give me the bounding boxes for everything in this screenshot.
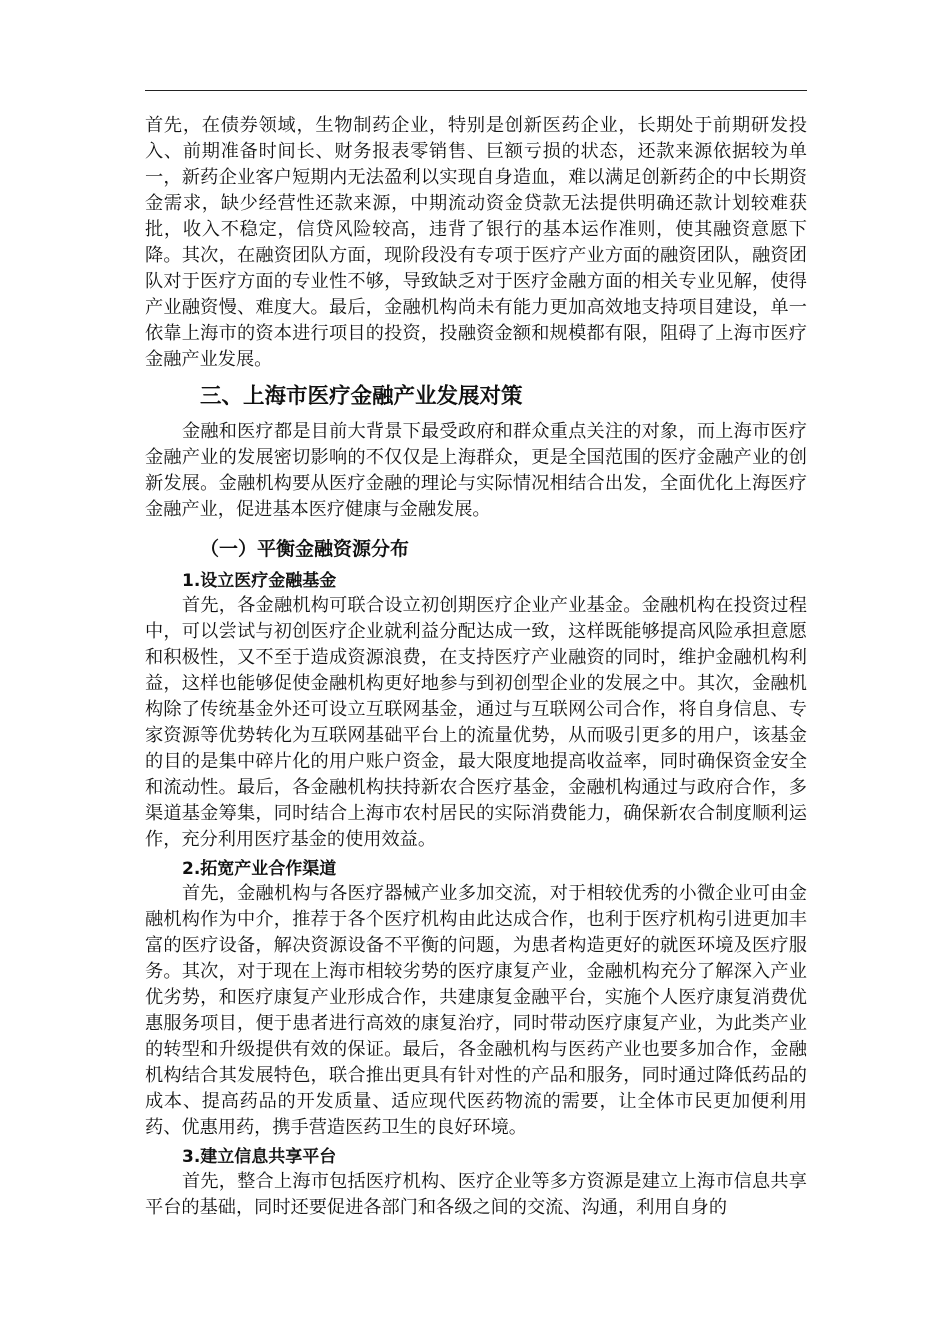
item2-paragraph: 首先，金融机构与各医疗器械产业多加交流，对于相较优秀的小微企业可由金融机构作为中介，推荐于各个医疗机构由此达成合作，也利于医疗机构引进更加丰富的医疗设备，解决资源设备不平衡的问题，为患者构造更好的就医环境及医疗服务。其次，对于现在上海市相较劣势的医疗康复产业，金融机构充分了解深入产业优劣势，和医疗康复产业形成合作，共建康复金融平台，实施个人医疗康复消费优惠服务项目，便于患者进行高效的康复治疗，同时带动医疗康复产业，为此类产业的转型和升级提供有效的保证。最后，各金融机构与医药产业也要多加合作，金融机构结合其发展特色，联合推出更具有针对性的产品和服务，同时通过降低药品的成本、提高药品的开发质量、适应现代医药物流的需要，让全体市民更加便利用药、优惠用药，携手营造医药卫生的良好环境。 bbox=[145, 883, 807, 1138]
item1-heading: 1.设立医疗金融基金 bbox=[182, 571, 337, 591]
item1-paragraph: 首先，各金融机构可联合设立初创期医疗企业产业基金。金融机构在投资过程中，可以尝试与初创医疗企业就利益分配达成一致，这样既能够提高风险承担意愿和积极性，又不至于造成资源浪费，在支持医疗产业融资的同时，维护金融机构利益，这样也能够促使金融机构更好地参与到初创型企业的发展之中。其次，金融机构除了传统基金外还可设立互联网基金，通过与互联网公司合作，将自身信息、专家资源等优势转化为互联网基础平台上的流量优势，从而吸引更多的用户，该基金的目的是集中碎片化的用户账户资金，最大限度地提高收益率，同时确保资金安全和流动性。最后，各金融机构扶持新农合医疗基金，金融机构通过与政府合作，多渠道基金筹集，同时结合上海市农村居民的实际消费能力，确保新农合制度顺利运作，充分利用医疗基金的使用效益。 bbox=[145, 595, 807, 850]
intro-paragraph: 首先，在债券领域，生物制药企业，特别是创新医药企业，长期处于前期研发投入、前期准备时间长、财务报表零销售、巨额亏损的状态，还款来源依据较为单一，新药企业客户短期内无法盈利以实现自身造血，难以满足创新药企的中长期资金需求，缺少经营性还款来源，中期流动资金贷款无法提供明确还款计划较难获批，收入不稳定，信贷风险较高，违背了银行的基本运作准则，使其融资意愿下降。其次，在融资团队方面，现阶段没有专项于医疗产业方面的融资团队，融资团队对于医疗方面的专业性不够，导致缺乏对于医疗金融方面的相关专业见解，使得产业融资慢、难度大。最后，金融机构尚未有能力更加高效地支持项目建设，单一依靠上海市的资本进行项目的投资，投融资金额和规模都有限，阻碍了上海市医疗金融产业发展。 bbox=[145, 115, 807, 370]
item2-heading: 2.拓宽产业合作渠道 bbox=[182, 859, 337, 879]
item3-heading: 3.建立信息共享平台 bbox=[182, 1147, 337, 1167]
document-body bbox=[145, 113, 807, 1221]
section-intro-paragraph: 金融和医疗都是目前大背景下最受政府和群众重点关注的对象，而上海市医疗金融产业的发展密切影响的不仅仅是上海群众，更是全国范围的医疗金融产业的创新发展。金融机构要从医疗金融的理论与实际情况相结合出发，全面优化上海医疗金融产业，促进基本医疗健康与金融发展。 bbox=[145, 421, 807, 520]
subsection-heading: （一）平衡金融资源分布 bbox=[200, 538, 410, 560]
item3-paragraph: 首先，整合上海市包括医疗机构、医疗企业等多方资源是建立上海市信息共享平台的基础，同时还要促进各部门和各级之间的交流、沟通，利用自身的 bbox=[145, 1171, 807, 1218]
section-heading: 三、上海市医疗金融产业发展对策 bbox=[200, 384, 523, 409]
header-rule bbox=[145, 90, 807, 91]
